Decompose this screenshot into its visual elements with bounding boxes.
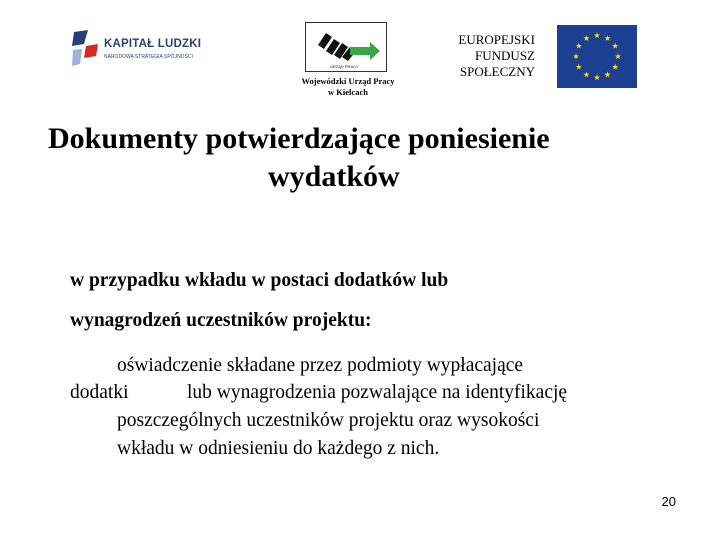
kapital-ludzki-emblem-icon bbox=[70, 28, 100, 68]
efs-text-line3: SPOŁECZNY bbox=[459, 64, 535, 79]
eu-star-icon bbox=[594, 74, 600, 80]
page-number: 20 bbox=[661, 494, 676, 509]
slide-title-line1: Dokumenty potwierdzające poniesienie bbox=[48, 122, 550, 155]
eu-star-icon bbox=[612, 64, 618, 70]
eu-star-icon bbox=[594, 32, 600, 38]
slide-title-line2: wydatków bbox=[268, 160, 400, 193]
eu-star-icon bbox=[583, 71, 589, 77]
eu-star-icon bbox=[573, 53, 579, 59]
eu-star-icon bbox=[604, 35, 610, 41]
wup-city: w Kielcach bbox=[328, 87, 368, 97]
subtitle-line1: w przypadku wkładu w postaci dodatków lub bbox=[70, 270, 449, 291]
efs-text-line2: FUNDUSZ bbox=[475, 48, 535, 63]
eu-star-icon bbox=[576, 64, 582, 70]
body-line2-rest: lub wynagrodzenia pozwalające na identyfikację bbox=[187, 382, 568, 403]
body-line2-start: dodatki bbox=[70, 382, 129, 403]
kapital-ludzki-title: KAPITAŁ LUDZKI bbox=[104, 38, 202, 50]
eu-star-icon bbox=[604, 71, 610, 77]
kapital-ludzki-logo bbox=[70, 26, 210, 72]
body-line4: wkładu w odniesieniu do każdego z nich. bbox=[117, 438, 440, 459]
body-line1: oświadczenie składane przez podmioty wypłacające bbox=[117, 355, 524, 376]
efs-text-line1: EUROPEJSKI bbox=[458, 32, 535, 47]
eu-stars-icon bbox=[557, 25, 637, 88]
eu-star-icon bbox=[583, 35, 589, 41]
body-line3: poszczególnych uczestników projektu oraz wysokości bbox=[117, 410, 540, 431]
wup-box-text: URZĄD PRACY bbox=[330, 64, 359, 69]
eu-star-icon bbox=[615, 53, 621, 59]
eu-flag bbox=[557, 25, 637, 88]
wup-name: Wojewódzki Urząd Pracy bbox=[301, 76, 395, 86]
subtitle-line2: wynagrodzeń uczestników projektu: bbox=[70, 310, 372, 331]
wup-logo bbox=[305, 22, 387, 72]
eu-star-icon bbox=[612, 43, 618, 49]
wup-emblem-icon bbox=[306, 23, 386, 71]
kapital-ludzki-subtitle: NARODOWA STRATEGIA SPÓJNOŚCI bbox=[104, 54, 193, 60]
eu-star-icon bbox=[576, 43, 582, 49]
